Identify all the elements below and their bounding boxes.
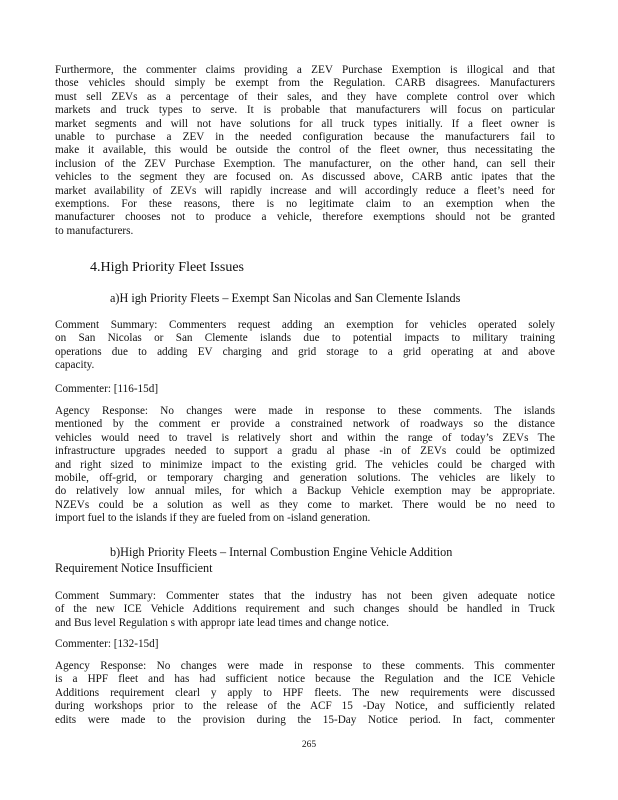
subsection-a-commenter: [55, 383, 555, 396]
text-line: those vehicles should simply be exempt from the Regulation. CARB disagrees. Manufacturers: [55, 77, 555, 90]
commenter-line: Commenter: [132-15d]: [55, 638, 159, 650]
text-line: capacity.: [55, 359, 95, 372]
subsection-b-heading-line1: b)High Priority Fleets – Internal Combustion Engine Vehicle Addition: [110, 545, 453, 559]
text-line: Furthermore, the commenter claims providing a ZEV Purchase Exemption is illogical and that: [55, 64, 555, 76]
page-number: 265: [301, 740, 317, 750]
subsection-a-agency-response: [55, 405, 555, 526]
text-line: Comment Summary: Commenter states that the industry has not been given adequate notice: [55, 590, 555, 602]
text-line: vehicles would need to travel is relatively short and within the range of today’s ZEVs The: [55, 431, 555, 444]
subsection-b-heading-line2: Requirement Notice Insufficient: [55, 561, 213, 575]
text-line: market availability of ZEVs will rapidly increase and will accordingly reduce a fleet’s need for: [55, 184, 555, 197]
text-line: import fuel to the islands if they are fueled from on -island generation.: [55, 512, 371, 525]
text-line: during workshops prior to the release of the ACF 15 -Day Notice, and sufficiently related: [55, 700, 555, 713]
subsection-a-heading: a)H igh Priority Fleets – Exempt San Nicolas and San Clemente Islands: [110, 291, 461, 305]
subsection-a-comment-summary: [55, 319, 555, 373]
commenter-line: Commenter: [116-15d]: [55, 383, 159, 395]
text-line: Comment Summary: Commenters request adding an exemption for vehicles operated solely: [55, 319, 555, 331]
text-line: exemptions. For these reasons, there is no legitimate claim to an exemption when the: [55, 198, 555, 211]
text-line: edits were made to the provision during the 15-Day Notice period. In fact, commenter: [55, 713, 555, 726]
text-line: operations due to adding EV charging and grid storage to a grid operating at and above: [55, 345, 555, 358]
text-line: manufacturer chooses not to produce a vehicle, therefore exemptions should not be granted: [55, 211, 555, 224]
text-line: make it available, this would be outside the control of the fleet owner, thus necessitating the: [55, 144, 555, 157]
text-line: mentioned by the comment er provide a constrained network of roadways so the distance: [55, 418, 555, 431]
text-line: is a HPF fleet and has had sufficient notice because the Regulation and the ICE Vehicle: [55, 673, 555, 686]
text-line: and right sized to minimize impact to the existing grid. The vehicles could be charged with: [55, 458, 555, 471]
section-heading: 4.High Priority Fleet Issues: [90, 260, 244, 275]
text-line: on San Nicolas or San Clemente islands due to potential impacts to military training: [55, 332, 555, 345]
text-line: to manufacturers.: [55, 224, 134, 237]
subsection-b-agency-response: [55, 660, 555, 727]
text-line: NZEVs could be a solution as well as they come to market. There would be no need to: [55, 498, 555, 511]
text-line: market segments and will not have solutions for all truck types initially. If a fleet owner is: [55, 117, 555, 130]
text-line: markets and truck types to serve. It is probable that manufacturers will focus on particular: [55, 104, 555, 117]
text-line: unable to purchase a ZEV in the needed configuration because the manufacturers fail to: [55, 131, 555, 144]
text-line: mobile, off-grid, or temporary charging and generation solutions. The vehicles are likely to: [55, 472, 555, 485]
text-line: do relatively low annual miles, for which a Backup Vehicle exemption may be appropriate.: [55, 485, 555, 498]
intro-paragraph: [55, 64, 555, 238]
subsection-b-comment-summary: [55, 590, 555, 630]
text-line: infrastructure upgrades needed to support a gradu al phase -in of ZEVs could be optimized: [55, 445, 555, 458]
text-line: vehicles to the segment they are focused on. As discussed above, CARB antic ipates that the: [55, 171, 555, 184]
text-line: Additions requirement clearl y apply to HPF fleets. The new requirements were discussed: [55, 686, 555, 699]
text-line: must sell ZEVs as a percentage of their sales, and they have complete control over which: [55, 90, 555, 103]
text-line: inclusion of the ZEV Purchase Exemption. The manufacturer, on the other hand, can sell their: [55, 157, 555, 170]
text-line: and Bus level Regulation s with appropr iate lead times and change notice.: [55, 616, 389, 629]
text-line: Agency Response: No changes were made in response to these comments. The islands: [55, 405, 555, 417]
subsection-b-commenter: [55, 638, 555, 651]
text-line: of the new ICE Vehicle Additions requirement and such changes should be handled in Truck: [55, 603, 555, 616]
text-line: Agency Response: No changes were made in response to these comments. This commenter: [55, 660, 555, 672]
